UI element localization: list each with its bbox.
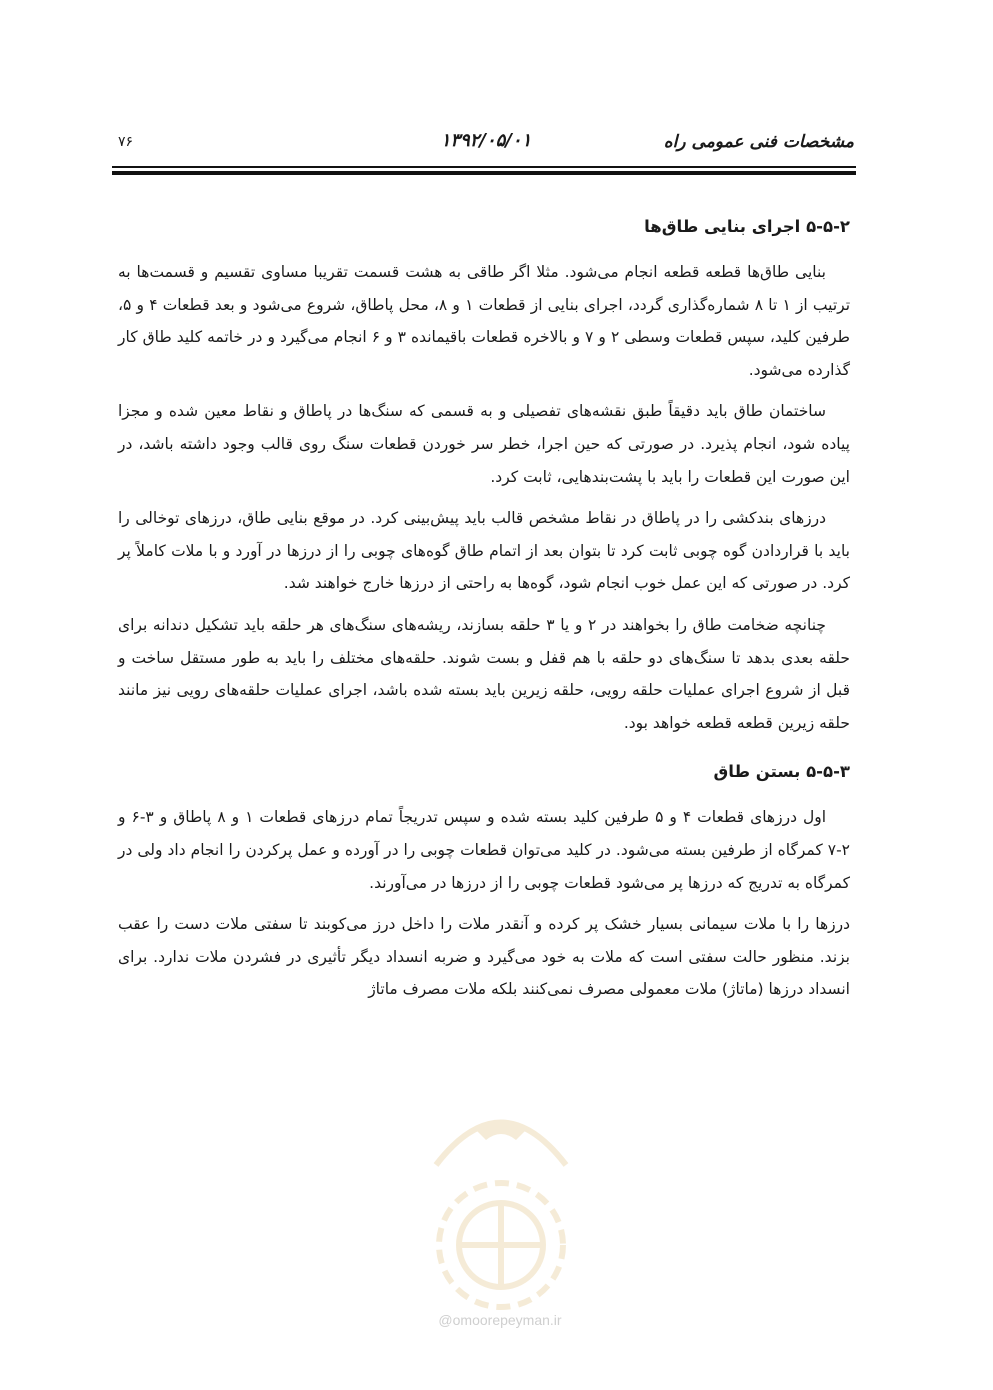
paragraph: بنایی طاق‌ها قطعه قطعه انجام می‌شود. مثلا اگر طاقی به هشت قسمت تقریبا مساوی تقسیم و قسمت‌ها به ترتیب از ۱ تا ۸ شماره‌گذاری گردد، اجرای بنایی از قطعات ۱ و ۸، محل پاطاق، شروع می‌شود و بعد قطعات ۴ و ۵، طرفین کلید، سپس قطعات وسطی ۲ و ۷ و بالاخره قطعات باقیمانده ۳ و ۶ انجام می‌گیرد و در خاتمه کلید طاق کار گذارده می‌شود. [118,263,851,379]
section-heading-arch-closing: ۵-۵-۳ بستن طاق [713,762,850,782]
paragraph: چنانچه ضخامت طاق را بخواهند در ۲ و یا ۳ حلقه بسازند، ریشه‌های سنگ‌های هر حلقه باید تشکیل دندانه برای حلقه بعدی بدهد تا سنگ‌های دو حلقه با هم قفل و بست شوند. حلقه‌های مختلف را باید به طور مستقل ساخت و قبل از شروع اجرای عملیات حلقه رویی، حلقه زیرین باید بسته شده باشد، اجرای عملیات حلقه‌های رویی نیز مانند حلقه زیرین قطعه قطعه خواهد بود. [118,615,850,732]
header-rule-thick [112,171,856,175]
paragraph: ساختمان طاق باید دقیقاً طبق نقشه‌های تفصیلی و به قسمی که سنگ‌ها در پاطاق و نقاط معین شده و مجزا پیاده شود، انجام پذیرد. در صورتی که حین اجرا، خطر سر خوردن قطعات سنگ روی قالب وجود داشته باشد، در این صورت این قطعات را باید با پشت‌بندهایی، ثابت کرد. [118,402,850,486]
paragraph: درزهای بندکشی را در پاطاق در نقاط مشخص قالب باید پیش‌بینی کرد. در موقع بنایی طاق، درزهای توخالی را باید با قراردادن گوه چوبی ثابت کرد تا بتوان بعد از اتمام طاق گوه‌های چوبی را از درزها در آورد و با ملات کاملاً پر کرد. در صورتی که این عمل خوب انجام شود، گوه‌ها به راحتی از درزها خارج خواهند شد. [118,509,850,593]
document-title: مشخصات فنی عمومی راه [663,132,854,152]
section-heading-arch-masonry: ۵-۵-۲ اجرای بنایی طاق‌ها [644,217,850,236]
paragraph: درزها را با ملات سیمانی بسیار خشک پر کرده و آنقدر ملات را داخل درز می‌کوبند تا سفتی ملات دست را عقب بزند. منظور حالت سفتی است که ملات به خود می‌گیرد و ضربه انسداد دیگر تأثیری در فشردن ملات ندارد. برای انسداد درزها (ماتاژ) ملات معمولی مصرف نمی‌کنند بلکه ملات مصرف ماتاژ [118,915,850,999]
document-date: ۱۳۹۲/۰۵/۰۱ [440,130,532,151]
page-number: ۷۶ [118,134,134,150]
paragraph: اول درزهای قطعات ۴ و ۵ طرفین کلید بسته شده و سپس تدریجاً تمام درزهای قطعات ۱ و ۸ پاطاق و ۳-۶ و ۲-۷ کمرگاه از طرفین بسته می‌شود. در کلید می‌توان قطعات چوبی را در آورده و عمل پرکردن را انجام داد ولی در کمرگاه به تدریج که درزها پر می‌شود قطعات چوبی را از درزها در می‌آورند. [118,808,850,892]
header-rule-thin [112,166,856,168]
company-logo-watermark-icon [416,1070,586,1320]
watermark-url: @omoorepeyman.ir [438,1312,562,1328]
page-body [118,212,850,1015]
page-header [118,128,854,158]
